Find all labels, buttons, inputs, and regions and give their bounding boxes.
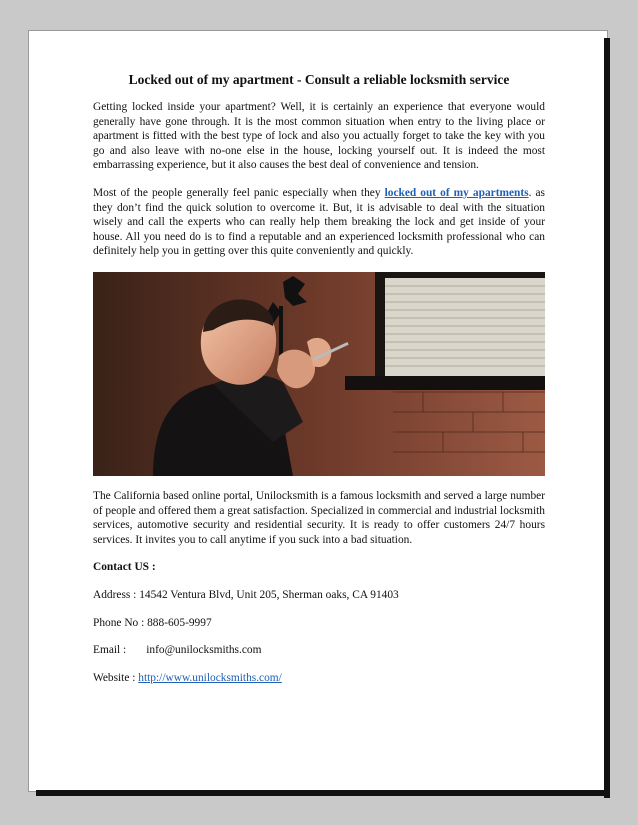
contact-heading: Contact US : xyxy=(93,561,156,574)
paragraph-panic-start: Most of the people generally feel panic especially when they xyxy=(93,186,385,199)
contact-email: info@unilocksmiths.com xyxy=(146,644,262,657)
contact-email-row xyxy=(93,643,545,658)
contact-address: Address : 14542 Ventura Blvd, Unit 205, Sherman oaks, CA 91403 xyxy=(93,588,399,601)
contact-email-label: Email : xyxy=(93,644,127,657)
website-link[interactable]: http://www.unilocksmiths.com/ xyxy=(138,671,282,684)
page-shadow-bottom xyxy=(36,790,610,796)
locksmith-photo-illustration xyxy=(93,272,545,476)
locksmith-photo xyxy=(93,272,545,476)
contact-website-label: Website : xyxy=(93,671,139,684)
paragraph-panic xyxy=(93,186,545,259)
paragraph-panic-end: . as they don’t find the quick solution to overcome it. But, it is advisable to deal with the situation wisely and call the experts who can really help them breaking the lock and get inside of your house. All you need do is to find a reputable and an experienced locksmith professional who can definitely help you in getting over this quite conveniently and quickly. xyxy=(93,186,545,258)
document-title: Locked out of my apartment - Consult a reliable locksmith service xyxy=(128,72,510,87)
locked-out-link[interactable]: locked out of my apartments xyxy=(384,186,529,199)
paragraph-intro: Getting locked inside your apartment? Well, it is certainly an experience that everyone would generally have gone through. It is the most common situation when entry to the living place or apartment is fitted with the best type of lock and also you actually forget to take the key with you go and also leave with no-one else in the house, locking yourself out. It is indeed the most embarrassing experience, but it also causes the best deal of convenience and tension. xyxy=(93,101,545,172)
contact-phone: Phone No : 888-605-9997 xyxy=(93,616,212,629)
paragraph-company: The California based online portal, Unilocksmith is a famous locksmith and served a large number of people and offered them a great satisfaction. Specialized in commercial and industrial locksmith services, automotive security and residential security. It is ready to offer customers 24/7 hours services. It invites you to call anytime if you suck into a bad situation. xyxy=(93,489,545,546)
contact-website-row xyxy=(93,671,545,686)
page-shadow-right xyxy=(604,38,610,798)
document-content xyxy=(93,72,545,685)
